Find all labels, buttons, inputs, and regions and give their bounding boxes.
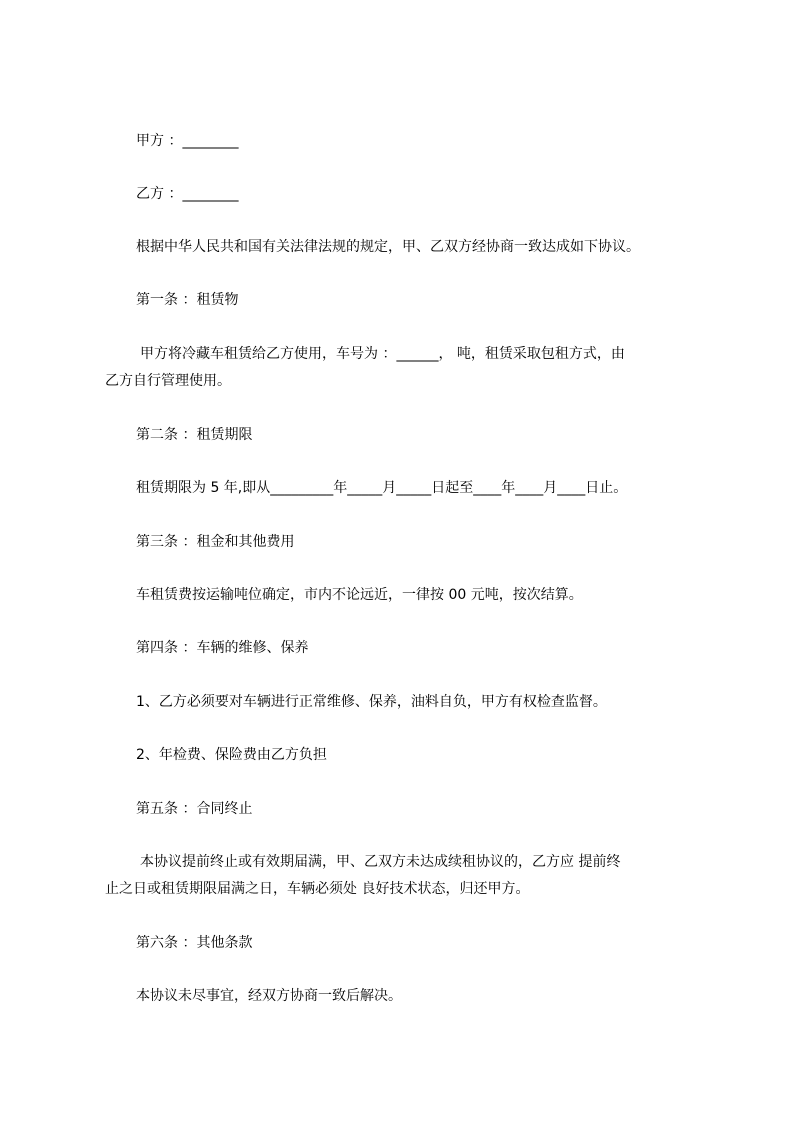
article-2-body: 租赁期限为 5 年,即从_________年_____月_____日起至____年____月____日止。: [136, 480, 628, 496]
article-4-item-2: 2、年检费、保险费由乙方负担: [136, 747, 327, 763]
article-3-title: 第三条 ：租金和其他费用: [136, 534, 295, 550]
article-6-title: 第六条 ：其他条款: [136, 935, 253, 951]
article-5-line-1: 本协议提前终止或有效期届满，甲、乙双方未达成续租协议的，乙方应 提前终: [140, 854, 621, 870]
article-2-title: 第二条 ：租赁期限: [136, 427, 253, 443]
article-1-line-1: 甲方将冷藏车租赁给乙方使用，车号为 ：______， 吨，租赁采取包租方式，由: [140, 346, 625, 362]
preamble: 根据中华人民共和国有关法律法规的规定，甲、乙双方经协商一致达成如下协议。: [136, 239, 640, 255]
article-4-item-1: 1、乙方必须要对车辆进行正常维修、保养，油料自负，甲方有权检查监督。: [136, 694, 607, 710]
article-3-body: 车租赁费按运输吨位确定，市内不论远近，一律按 00 元吨，按次结算。: [136, 587, 583, 603]
article-5-line-2: 止之日或租赁期限届满之日，车辆必须处 良好技术状态，归还甲方。: [105, 881, 530, 897]
article-1-line-2: 乙方自行管理使用。: [105, 373, 231, 389]
article-6-body: 本协议未尽事宜，经双方协商一致后解决。: [136, 988, 402, 1004]
party-a-line: 甲方 ：________: [136, 133, 239, 149]
party-b-line: 乙方 ：________: [136, 186, 239, 202]
article-1-title: 第一条 ：租赁物: [136, 292, 239, 308]
article-5-title: 第五条 ：合同终止: [136, 801, 253, 817]
article-4-title: 第四条 ：车辆的维修、保养: [136, 640, 309, 656]
